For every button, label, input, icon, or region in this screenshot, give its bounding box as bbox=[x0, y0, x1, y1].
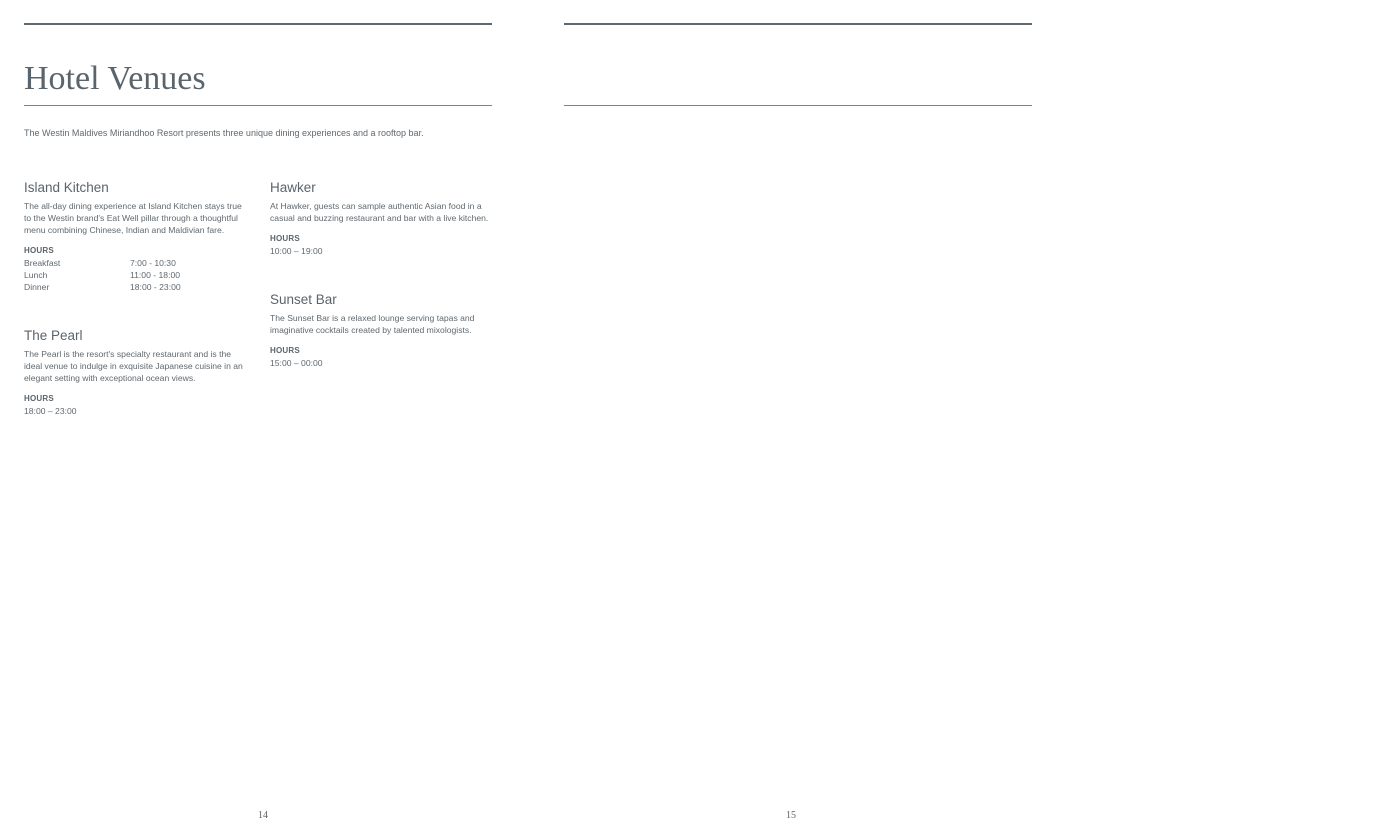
hours-row-breakfast bbox=[24, 257, 246, 269]
venue-description: The all-day dining experience at Island Kitchen stays true to the Westin brand's Eat Well pillar through a thoughtful menu combining Chinese, Indian and Maldivian fare. bbox=[24, 201, 242, 235]
venue-name: Island Kitchen bbox=[24, 180, 109, 195]
hours-label: HOURS bbox=[270, 346, 300, 355]
meal-name: Breakfast bbox=[24, 258, 61, 268]
right-page bbox=[564, 0, 1032, 840]
venue-name: Sunset Bar bbox=[270, 292, 337, 307]
meal-name: Dinner bbox=[24, 282, 50, 292]
venue-hours: 18:00 – 23:00 bbox=[24, 406, 77, 416]
venue-description: At Hawker, guests can sample authentic Asian food in a casual and buzzing restaurant and bar with a live kitchen. bbox=[270, 201, 489, 223]
venue-sunset-bar bbox=[270, 291, 492, 369]
venue-hawker bbox=[270, 179, 492, 257]
page-number: 15 bbox=[786, 810, 796, 821]
top-rule bbox=[24, 23, 492, 25]
meal-time: 11:00 - 18:00 bbox=[130, 270, 181, 280]
venue-name: The Pearl bbox=[24, 328, 83, 343]
top-rule bbox=[564, 23, 1032, 25]
hours-label: HOURS bbox=[270, 234, 300, 243]
meal-time: 7:00 - 10:30 bbox=[130, 258, 176, 268]
venue-description: The Pearl is the resort's specialty restaurant and is the ideal venue to indulge in exquisite Japanese cuisine in an elegant setting with exceptional ocean views. bbox=[24, 349, 243, 383]
venue-description: The Sunset Bar is a relaxed lounge serving tapas and imaginative cocktails created by talented mixologists. bbox=[270, 313, 475, 335]
left-page bbox=[24, 0, 492, 840]
title-rule bbox=[24, 105, 492, 106]
hours-row-dinner bbox=[24, 281, 246, 293]
page-number: 14 bbox=[258, 810, 268, 821]
venue-hours: 15:00 – 00:00 bbox=[270, 358, 323, 368]
venue-island-kitchen bbox=[24, 179, 246, 293]
venue-name: Hawker bbox=[270, 180, 316, 195]
meal-name: Lunch bbox=[24, 270, 48, 280]
hours-row-lunch bbox=[24, 269, 246, 281]
venue-the-pearl bbox=[24, 327, 246, 417]
hours-label: HOURS bbox=[24, 394, 54, 403]
title-rule bbox=[564, 105, 1032, 106]
hours-label: HOURS bbox=[24, 246, 54, 255]
intro-text: The Westin Maldives Miriandhoo Resort presents three unique dining experiences and a rooftop bar. bbox=[24, 128, 424, 138]
meal-time: 18:00 - 23:00 bbox=[130, 282, 181, 292]
venue-hours: 10:00 – 19:00 bbox=[270, 246, 323, 256]
page-title: Hotel Venues bbox=[24, 60, 206, 97]
